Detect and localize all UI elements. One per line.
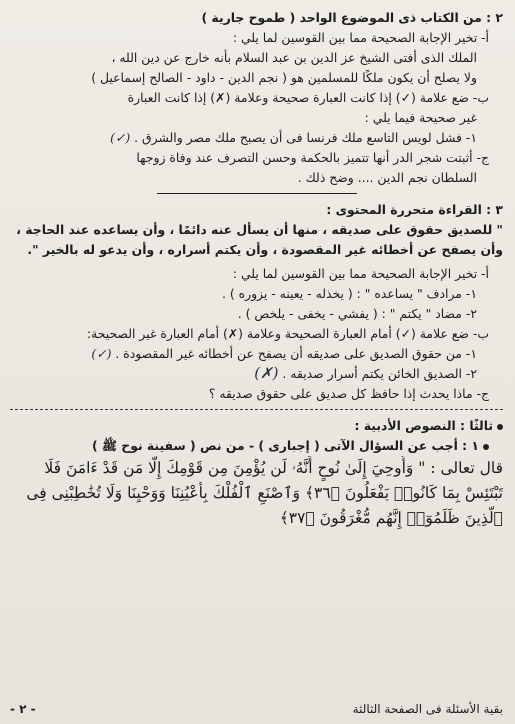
section-divider (157, 193, 357, 194)
s2-c-text-1: ج- أثبتت شجر الدر أنها تتميز بالحكمة وحسن التصرف عند وفاة زوجها (136, 150, 489, 165)
s2-a-heading: أ- تخير الإجابة الصحيحة مما بين القوسين لما يلي : (232, 30, 489, 45)
s3-passage-2: وأن يصفح عن أخطائه غير المقصودة ، وأن يكتم أسراره ، وأن يدعو له بالخير ". (27, 242, 503, 257)
s2-b-item-1-mark: (✓) (110, 130, 131, 145)
s3-b-item-1-text: ١- من حقوق الصديق على صديقه أن يصفح عن أخطائه غير المقصودة . (115, 346, 477, 361)
s3-c-text: ج- ماذا يحدث إذا حافظ كل صديق على حقوق صديقه ؟ (208, 386, 489, 401)
page-number: - ٢ - (10, 702, 36, 716)
s2-b-heading-2: غير صحيحة فيما يلي : (364, 110, 477, 125)
section-2-title: ٢ : من الكتاب ذى الموضوع الواحد ( طموح جارية ) (201, 10, 503, 25)
bullet-icon (483, 444, 489, 450)
footer-note: بقية الأسئلة فى الصفحة الثالثة (352, 702, 503, 716)
s2-b-item-1-text: ١- فشل لويس التاسع ملك فرنسا فى أن يصبح ملك مصر والشرق . (134, 130, 477, 145)
third-title-text: ثالثًا : النصوص الأدبية : (354, 418, 493, 433)
s3-b-item-2-text: ٢- الصديق الخائن يكتم أسرار صديقه . (282, 366, 477, 381)
s3-a-heading: أ- تخير الإجابة الصحيحة مما بين القوسين لما يلي : (232, 266, 489, 281)
bullet-icon (497, 424, 503, 430)
page-footer (10, 702, 503, 716)
s3-b-item-1-mark: (✓) (91, 346, 112, 361)
s2-a-text-1: الملك الذى أفتى الشيخ عز الدين بن عبد السلام بأنه خارج عن دين الله ، (111, 50, 477, 65)
section-divider-dashed (10, 409, 503, 410)
quran-verse-2: تَبْتَئِسْ بِمَا كَانُوا۟ يَفْعَلُونَ ﴿٣٦﴾ وَٱصْنَعِ ٱلْفُلْكَ بِأَعْيُنِنَا وَوَحْيِنَا وَلَا تُخَٰطِبْنِى فِى (26, 484, 503, 502)
s3-a-item-2: ٢- مضاد " يكتم " : ( يفشي - يخفى - يلخص ) . (237, 306, 477, 321)
s2-b-heading-1: ب- ضع علامة (✓) إذا كانت العبارة صحيحة وعلامة (✗) إذا كانت العبارة (127, 90, 489, 105)
quran-verse-1: قال تعالى : " وَأُوحِيَ إِلَىٰ نُوحٍ أَنَّهُۥ لَن يُؤْمِنَ مِن قَوْمِكَ إِلَّا مَن قَدْ ءَامَنَ فَلَا (44, 459, 503, 477)
s3-b-item-2-mark: (✗) (254, 364, 279, 382)
s2-c-text-2: السلطان نجم الدين .... وضح ذلك . (297, 170, 477, 185)
s3-b-heading: ب- ضع علامة (✓) أمام العبارة الصحيحة وعلامة (✗) أمام العبارة غير الصحيحة: (86, 326, 489, 341)
s3-a-item-1: ١- مرادف " يساعده " : ( يخذله - يعينه - يزوره ) . (221, 286, 477, 301)
third-q1-text: ١ : أجب عن السؤال الآتى ( إجبارى ) - من نص ( سفينة نوح ﷺ ) (92, 438, 479, 453)
s2-a-question: ولا يصلح أن يكون ملكًا للمسلمين هو ( نجم الدين - داود - الصالح إسماعيل ) (91, 70, 477, 85)
s2-a-text-2 (10, 68, 503, 87)
s2-b-item-1 (10, 128, 503, 147)
third-q1 (10, 436, 503, 455)
section-3-title: ٣ : القراءة متحررة المحتوى : (326, 202, 503, 217)
s3-passage-1: " للصديق حقوق على صديقه ، منها أن يسأل عنه دائمًا ، وأن يساعده عند الحاجة ، (16, 222, 503, 237)
section-third-title (10, 416, 503, 435)
s3-b-item-1 (10, 344, 503, 363)
s3-b-item-2 (10, 364, 503, 383)
quran-verse-3: ٱلَّذِينَ ظَلَمُوٓا۟ إِنَّهُم مُّغْرَقُونَ ﴿٣٧﴾ (279, 509, 503, 527)
